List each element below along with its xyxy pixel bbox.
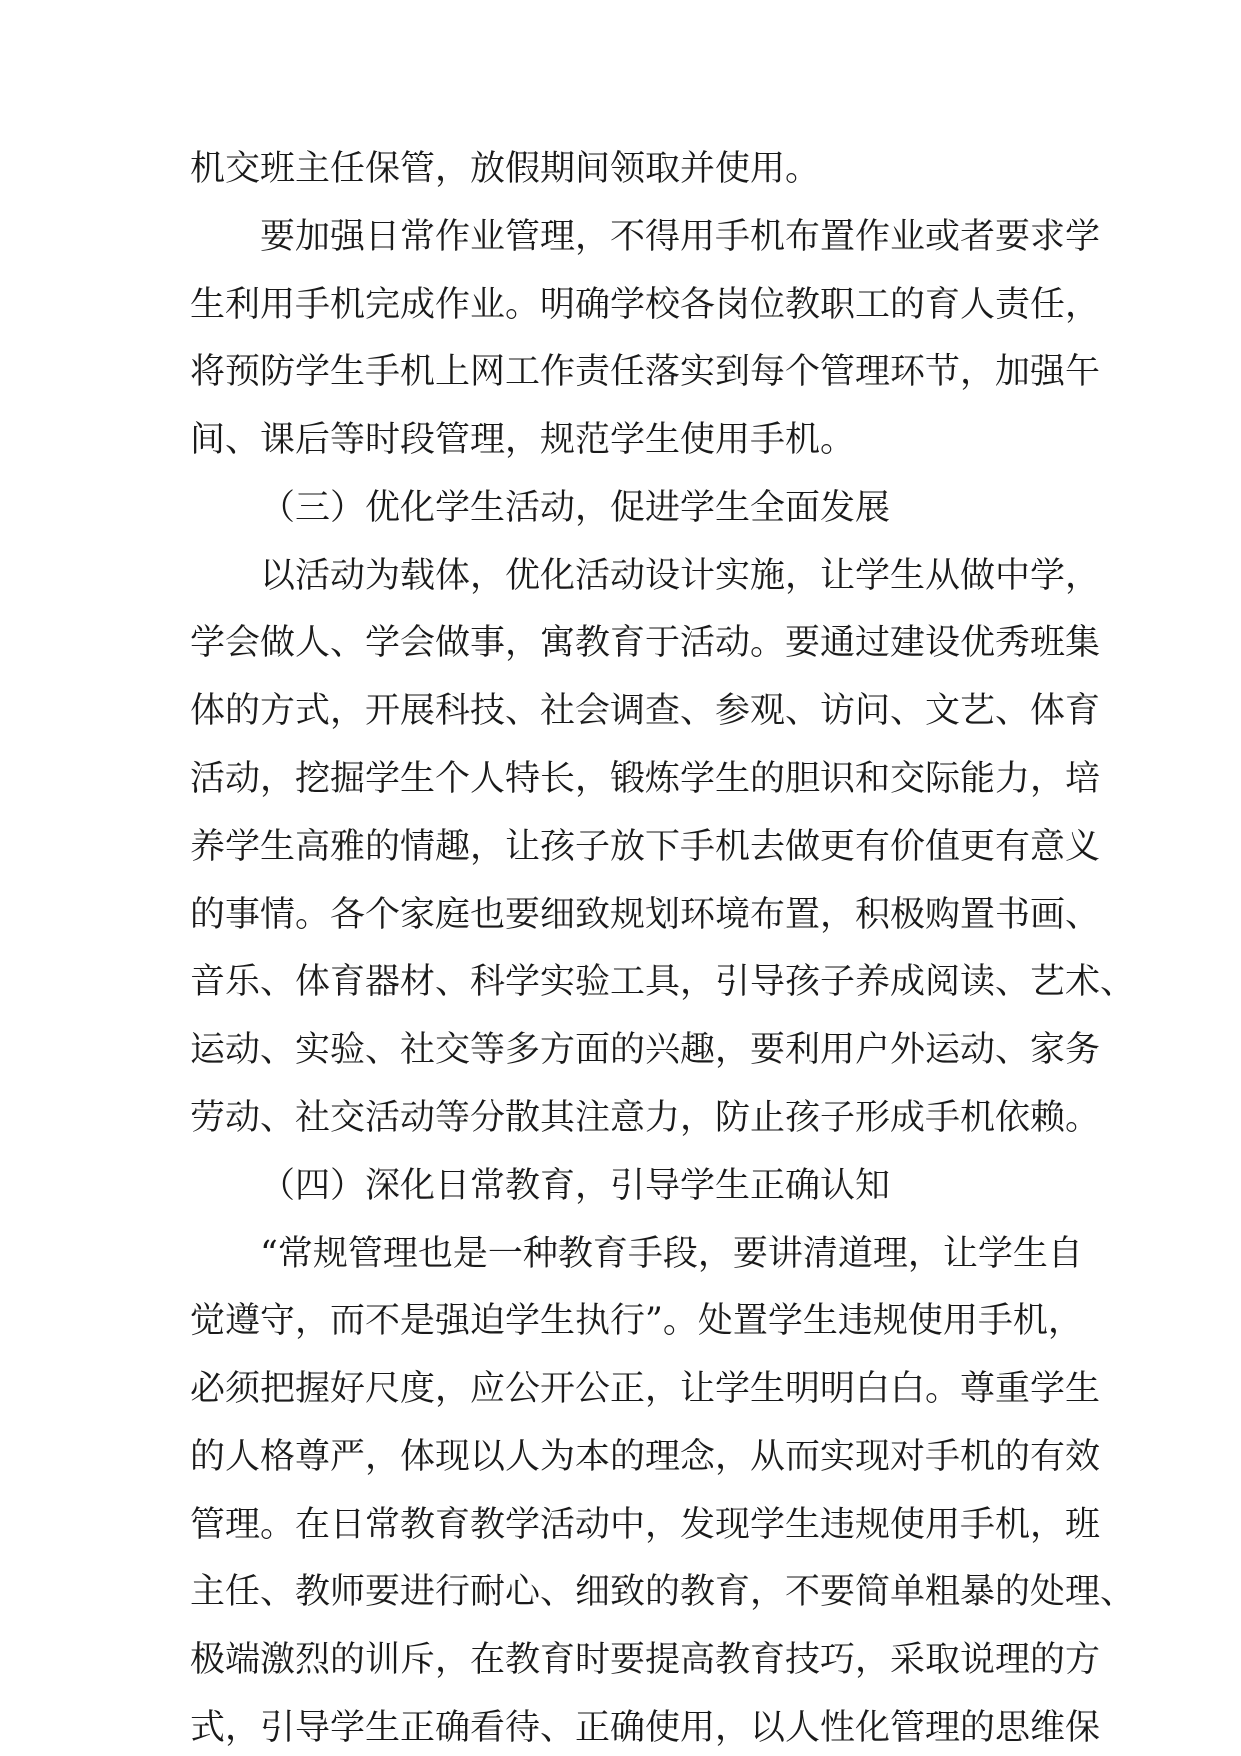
text-line: 以活动为载体，优化活动设计实施，让学生从做中学， xyxy=(260,556,1101,596)
text-line: 的人格尊严，体现以人为本的理念，从而实现对手机的有效 xyxy=(190,1437,1101,1477)
text-line: 活动，挖掘学生个人特长，锻炼学生的胆识和交际能力，培 xyxy=(190,759,1101,799)
section-heading: （四）深化日常教育，引导学生正确认知 xyxy=(260,1166,891,1206)
section-heading: （三）优化学生活动，促进学生全面发展 xyxy=(260,488,891,528)
text-line: “常规管理也是一种教育手段，要讲清道理，让学生自 xyxy=(260,1234,1083,1274)
text-line: 学会做人、学会做事，寓教育于活动。要通过建设优秀班集 xyxy=(190,623,1101,663)
text-line: 管理。在日常教育教学活动中，发现学生违规使用手机，班 xyxy=(190,1505,1101,1545)
text-line: 的事情。各个家庭也要细致规划环境布置，积极购置书画、 xyxy=(190,895,1101,935)
text-line: 机交班主任保管，放假期间领取并使用。 xyxy=(190,149,821,189)
text-line: 运动、实验、社交等多方面的兴趣，要利用户外运动、家务 xyxy=(190,1030,1101,1070)
text-line: 生利用手机完成作业。明确学校各岗位教职工的育人责任， xyxy=(190,285,1101,325)
text-line: 养学生高雅的情趣，让孩子放下手机去做更有价值更有意义 xyxy=(190,827,1101,867)
text-line: 式，引导学生正确看待、正确使用，以人性化管理的思维保 xyxy=(190,1708,1101,1748)
text-line: 体的方式，开展科技、社会调查、参观、访问、文艺、体育 xyxy=(190,691,1101,731)
text-line: 极端激烈的训斥，在教育时要提高教育技巧，采取说理的方 xyxy=(190,1640,1101,1680)
text-line: 要加强日常作业管理，不得用手机布置作业或者要求学 xyxy=(260,217,1101,257)
text-line: 将预防学生手机上网工作责任落实到每个管理环节，加强午 xyxy=(190,352,1101,392)
text-line: 觉遵守，而不是强迫学生执行”。处置学生违规使用手机， xyxy=(190,1301,1083,1341)
text-line: 间、课后等时段管理，规范学生使用手机。 xyxy=(190,420,856,460)
text-line: 主任、教师要进行耐心、细致的教育，不要简单粗暴的处理、 xyxy=(190,1572,1136,1612)
text-line: 音乐、体育器材、科学实验工具，引导孩子养成阅读、艺术、 xyxy=(190,962,1136,1002)
text-line: 必须把握好尺度，应公开公正，让学生明明白白。尊重学生 xyxy=(190,1369,1101,1409)
text-line: 劳动、社交活动等分散其注意力，防止孩子形成手机依赖。 xyxy=(190,1098,1101,1138)
